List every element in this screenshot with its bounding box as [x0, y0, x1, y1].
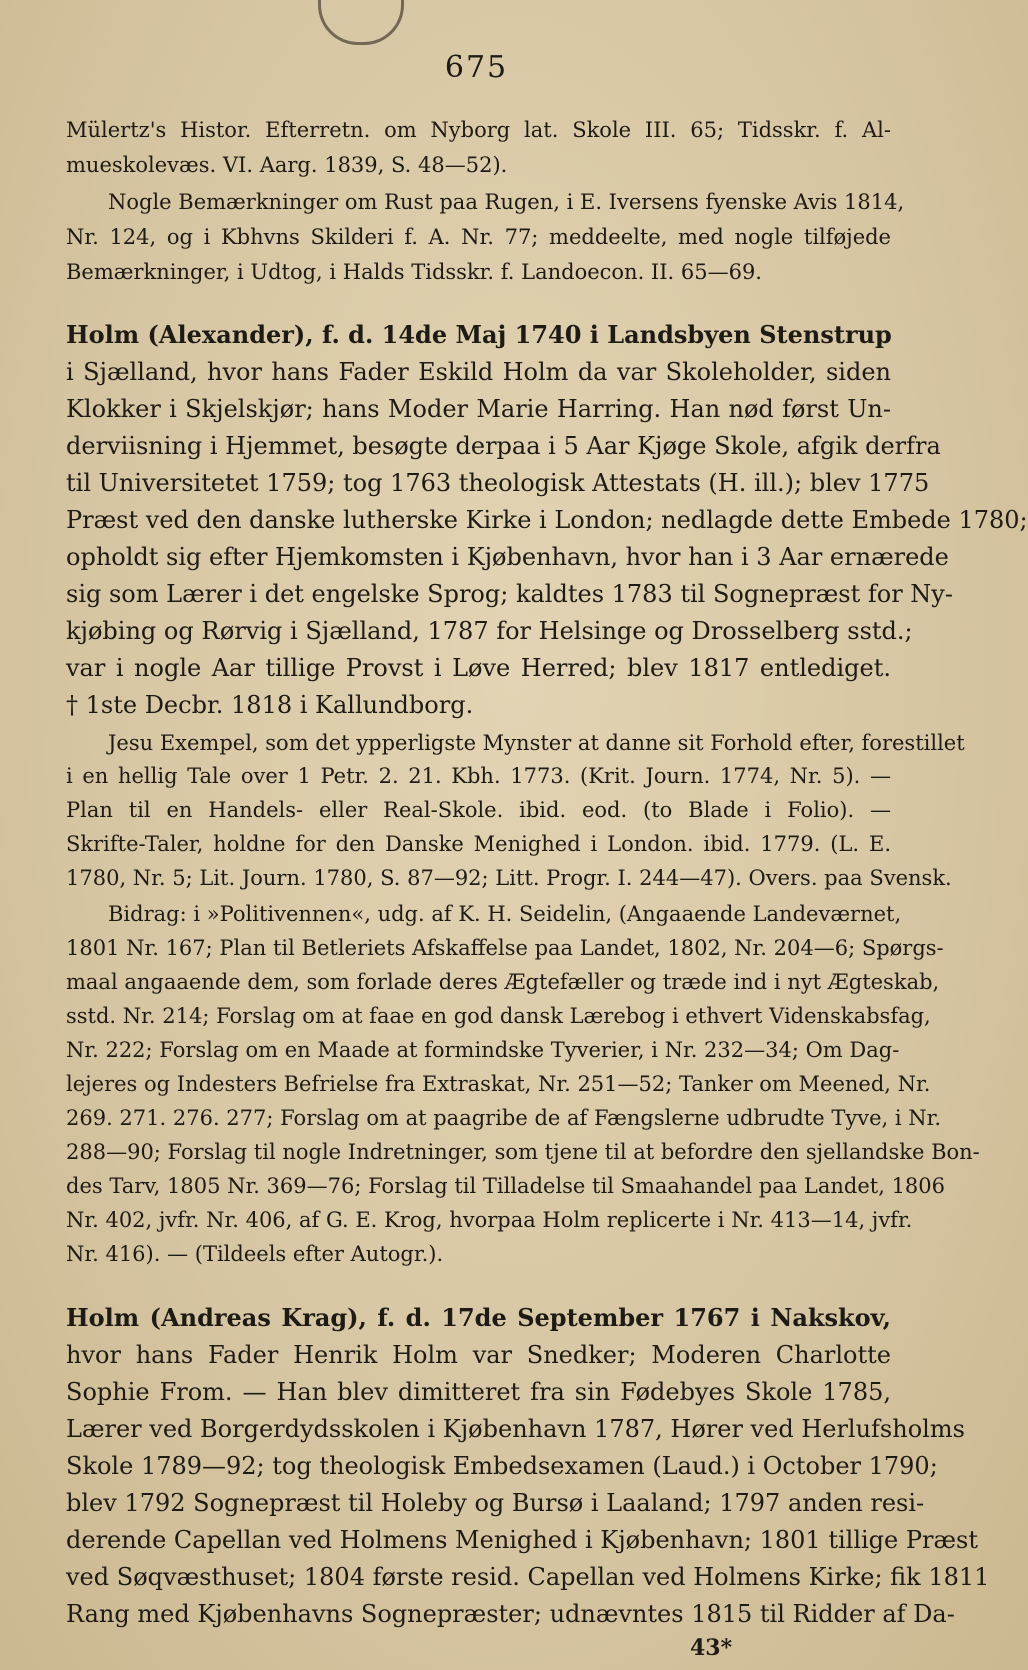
- text-line: Præst ved den danske lutherske Kirke i London; nedlagde dette Embede 1780;: [66, 506, 1028, 534]
- text-line: 269. 271. 276. 277; Forslag om at paagribe de af Fængslerne udbrudte Tyve, i Nr.: [66, 1106, 942, 1130]
- text-line: i Sjælland, hvor hans Fader Eskild Holm da var Skoleholder, siden: [66, 358, 891, 386]
- text-line: kjøbing og Rørvig i Sjælland, 1787 for Helsinge og Drosselberg sstd.;: [66, 617, 913, 645]
- text-line: var i nogle Aar tillige Provst i Løve Herred; blev 1817 entlediget.: [66, 654, 891, 682]
- entry-heading-holm-andreas-krag: Holm (Andreas Krag), f. d. 17de September 1767 i Nakskov,: [66, 1303, 891, 1332]
- text-line: blev 1792 Sognepræst til Holeby og Bursø i Laaland; 1797 anden resi-: [66, 1489, 925, 1517]
- text-line: 1780, Nr. 5; Lit. Journ. 1780, S. 87—92; Litt. Progr. I. 244—47). Overs. paa Svensk.: [66, 866, 952, 890]
- text-line: til Universitetet 1759; tog 1763 theologisk Attestats (H. ill.); blev 1775: [66, 469, 930, 497]
- text-line: Plan til en Handels- eller Real-Skole. ibid. eod. (to Blade i Folio). —: [66, 798, 891, 822]
- text-line: sig som Lærer i det engelske Sprog; kaldtes 1783 til Sognepræst for Ny-: [66, 580, 953, 608]
- binding-hole-mark: [318, 0, 404, 45]
- text-line: Nr. 402, jvfr. Nr. 406, af G. E. Krog, hvorpaa Holm replicerte i Nr. 413—14, jvfr.: [66, 1208, 913, 1232]
- text-line: Mülertz's Histor. Efterretn. om Nyborg lat. Skole III. 65; Tidsskr. f. Al-: [66, 118, 891, 142]
- text-line: ved Søqvæsthuset; 1804 første resid. Capellan ved Holmens Kirke; fik 1811: [66, 1563, 990, 1591]
- text-line: Nogle Bemærkninger om Rust paa Rugen, i E. Iversens fyenske Avis 1814,: [108, 190, 905, 214]
- text-line: Lærer ved Borgerdydsskolen i Kjøbenhavn 1787, Hører ved Herlufsholms: [66, 1415, 965, 1443]
- text-line: Nr. 124, og i Kbhvns Skilderi f. A. Nr. 77; meddeelte, med nogle tilføjede: [66, 225, 891, 249]
- text-line: sstd. Nr. 214; Forslag om at faae en god dansk Lærebog i ethvert Videnskabsfag,: [66, 1004, 931, 1028]
- text-line: lejeres og Indesters Befrielse fra Extraskat, Nr. 251—52; Tanker om Meened, Nr.: [66, 1072, 931, 1096]
- text-line: opholdt sig efter Hjemkomsten i Kjøbenhavn, hvor han i 3 Aar ernærede: [66, 543, 949, 571]
- text-line: Bidrag: i »Politivennen«, udg. af K. H. Seidelin, (Angaaende Landeværnet,: [108, 902, 902, 926]
- text-line: Nr. 222; Forslag om en Maade at formindske Tyverier, i Nr. 232—34; Om Dag-: [66, 1038, 900, 1062]
- text-line: Bemærkninger, i Udtog, i Halds Tidsskr. f. Landoecon. II. 65—69.: [66, 260, 762, 284]
- text-line: Sophie From. — Han blev dimitteret fra sin Fødebyes Skole 1785,: [66, 1378, 891, 1406]
- text-line: maal angaaende dem, som forlade deres Ægtefæller og træde ind i nyt Ægteskab,: [66, 970, 940, 994]
- text-line: Nr. 416). — (Tildeels efter Autogr.).: [66, 1242, 444, 1266]
- text-line: Jesu Exempel, som det ypperligste Mynster at danne sit Forhold efter, forestillet: [108, 731, 965, 755]
- text-line: i en hellig Tale over 1 Petr. 2. 21. Kbh. 1773. (Krit. Journ. 1774, Nr. 5). —: [66, 764, 891, 788]
- page-number: 675: [444, 50, 509, 85]
- text-line: Skole 1789—92; tog theologisk Embedsexamen (Laud.) i October 1790;: [66, 1452, 938, 1480]
- text-line: Skrifte-Taler, holdne for den Danske Menighed i London. ibid. 1779. (L. E.: [66, 832, 891, 856]
- text-line: Klokker i Skjelskjør; hans Moder Marie Harring. Han nød først Un-: [66, 395, 891, 423]
- text-line: hvor hans Fader Henrik Holm var Snedker; Moderen Charlotte: [66, 1341, 891, 1369]
- text-line: † 1ste Decbr. 1818 i Kallundborg.: [66, 691, 474, 719]
- text-line: des Tarv, 1805 Nr. 369—76; Forslag til Tilladelse til Smaahandel paa Landet, 1806: [66, 1174, 946, 1198]
- text-line: derende Capellan ved Holmens Menighed i Kjøbenhavn; 1801 tillige Præst: [66, 1526, 979, 1554]
- text-line: 1801 Nr. 167; Plan til Betleriets Afskaffelse paa Landet, 1802, Nr. 204—6; Spørgs-: [66, 936, 944, 960]
- text-line: Rang med Kjøbenhavns Sognepræster; udnævntes 1815 til Ridder af Da-: [66, 1600, 955, 1628]
- text-line: mueskolevæs. VI. Aarg. 1839, S. 48—52).: [66, 153, 508, 177]
- text-line: derviisning i Hjemmet, besøgte derpaa i 5 Aar Kjøge Skole, afgik derfra: [66, 432, 941, 460]
- signature-mark: 43*: [690, 1635, 733, 1661]
- entry-heading-holm-alexander: Holm (Alexander), f. d. 14de Maj 1740 i Landsbyen Stenstrup: [66, 320, 892, 349]
- text-line: 288—90; Forslag til nogle Indretninger, som tjene til at befordre den sjellandske Bon-: [66, 1140, 980, 1164]
